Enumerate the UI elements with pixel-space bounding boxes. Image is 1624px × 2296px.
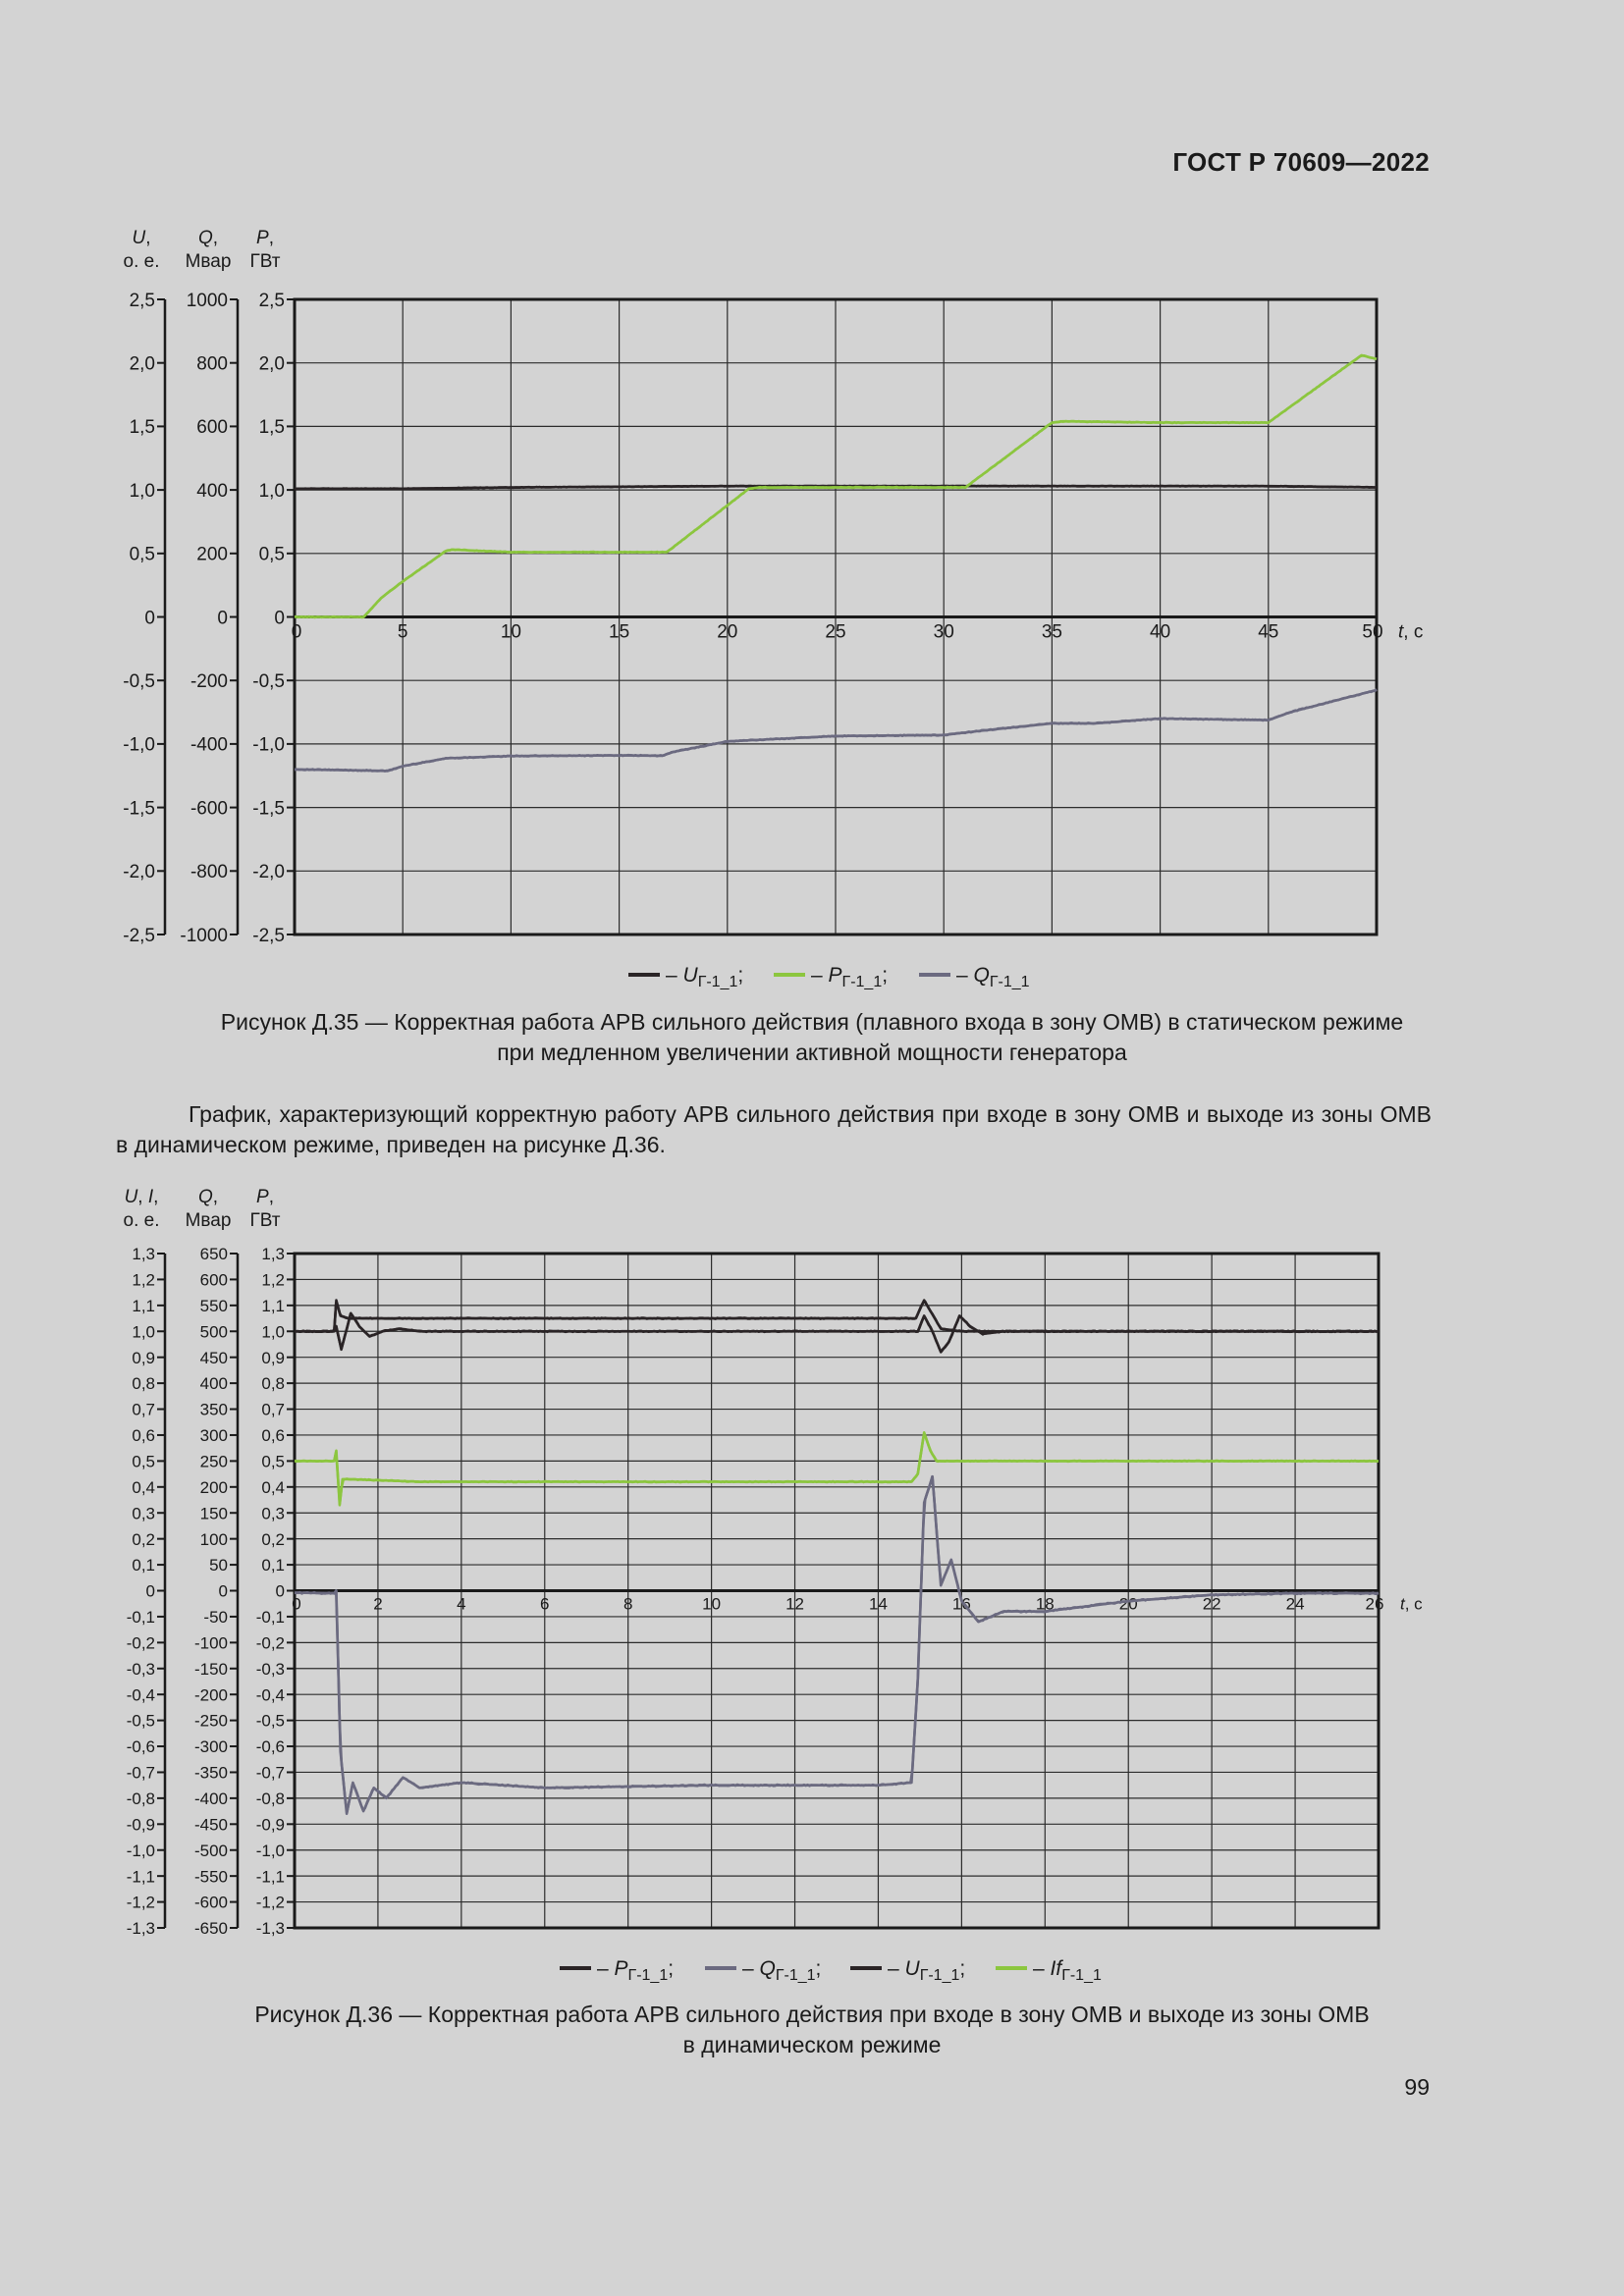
legend-label: – $P_{Г-1\_1}$; [597,1957,675,1984]
y-tick-label: 0,1 [132,1556,155,1575]
figure-d35-caption [98,1007,1526,1068]
y-tick-label: -2,5 [123,925,155,946]
y-tick-label: 0,9 [132,1348,155,1367]
y-tick-label: -1,0 [255,1841,285,1860]
y-tick-label: -0,6 [255,1737,285,1757]
y-tick-label: 0,1 [261,1556,285,1575]
y-tick-label: -400 [189,734,228,756]
x-tick-label: 0 [292,1594,301,1614]
x-tick-label: 30 [933,621,954,643]
x-tick-label: 25 [825,621,846,643]
y-tick-label: -0,4 [126,1685,155,1705]
y-tick-label: -0,9 [126,1815,155,1835]
y-tick-label: -0,3 [255,1659,285,1679]
y-tick-label: 1,2 [261,1270,285,1290]
y-tick-label: -200 [189,671,228,693]
y-tick-label: -600 [189,798,228,820]
legend-label: – $If_{Г-1\_1}$ [1033,1957,1102,1984]
legend-label: – $Q_{Г-1\_1}$ [956,964,1030,990]
y-tick-label: 0 [145,1581,155,1601]
y-axis-unit: ГВт [249,251,281,272]
page-number: 99 [1404,2074,1430,2100]
y-axis-unit: Мвар [185,251,232,272]
y-tick-label: 1000 [186,290,228,311]
y-tick-label: -1000 [180,925,228,946]
y-tick-label: 200 [196,544,228,565]
y-tick-label: -0,3 [126,1659,155,1679]
y-tick-label: 800 [196,353,228,375]
y-tick-label: 0,4 [132,1477,155,1497]
x-tick-label: 40 [1150,621,1171,643]
y-tick-label: 1,1 [132,1296,155,1315]
y-axis-title: Q, [197,1187,219,1207]
y-tick-label: -1,3 [255,1919,285,1939]
x-tick-label: 10 [500,621,521,643]
y-tick-label: -0,4 [255,1685,285,1705]
y-tick-label: 2,5 [258,290,285,311]
y-tick-label: 1,5 [258,417,285,439]
y-tick-label: 0,7 [261,1400,285,1419]
y-tick-label: 0,2 [261,1529,285,1549]
y-tick-label: -350 [193,1763,228,1783]
figure-d35-chart [0,216,1624,1001]
y-tick-label: 1,0 [258,480,285,502]
caption-line: Рисунок Д.35 — Корректная работа АРВ сильного действия (плавного входа в зону ОМВ) в статическом режиме [220,1009,1404,1035]
y-tick-label: 1,0 [129,480,155,502]
y-tick-label: 0,8 [261,1374,285,1394]
x-tick-label: 15 [609,621,630,643]
y-tick-label: 0,8 [132,1374,155,1394]
y-tick-label: -1,2 [126,1893,155,1912]
y-tick-label: 0 [275,1581,285,1601]
y-tick-label: 0,6 [132,1426,155,1446]
y-tick-label: 0,3 [261,1504,285,1523]
x-tick-label: 20 [717,621,738,643]
y-tick-label: -2,5 [252,925,285,946]
y-tick-label: 1,5 [129,417,155,439]
y-axis-unit: о. е. [123,251,160,272]
y-tick-label: 550 [199,1296,228,1315]
y-tick-label: -0,9 [255,1815,285,1835]
y-tick-label: 400 [199,1374,228,1394]
x-tick-label: 35 [1041,621,1062,643]
y-axis-1 [123,228,165,946]
y-tick-label: 0 [144,608,155,629]
legend-item-p [560,1957,674,1984]
y-tick-label: 350 [199,1400,228,1419]
y-tick-label: 0,9 [261,1348,285,1367]
y-tick-label: -0,7 [255,1763,285,1783]
y-tick-label: 0 [218,1581,228,1601]
y-tick-label: 450 [199,1348,228,1367]
y-tick-label: -0,8 [126,1789,155,1809]
y-tick-label: -200 [193,1685,228,1705]
x-tick-label: 0 [291,621,302,643]
legend-item-q [919,964,1030,990]
x-tick-label: 6 [540,1594,550,1614]
y-tick-label: -650 [193,1919,228,1939]
caption-line: в динамическом режиме [682,2032,942,2057]
y-tick-label: -0,2 [255,1633,285,1653]
y-tick-label: -550 [193,1867,228,1887]
y-tick-label: 1,3 [261,1245,285,1264]
y-tick-label: -0,2 [126,1633,155,1653]
caption-line: при медленном увеличении активной мощности генератора [497,1040,1127,1065]
y-tick-label: 2,0 [258,353,285,375]
x-tick-label: 2 [373,1594,383,1614]
document-code: ГОСТ Р 70609—2022 [1172,147,1430,177]
legend-item-u [628,964,743,990]
y-tick-label: -300 [193,1737,228,1757]
y-axis-title: U, [132,228,151,248]
y-tick-label: -1,0 [123,734,155,756]
y-tick-label: -2,0 [123,862,155,883]
caption-line: Рисунок Д.36 — Корректная работа АРВ сильного действия при входе в зону ОМВ и выходе из зоны ОМВ [254,2002,1370,2027]
y-axis-3 [249,228,295,946]
y-tick-label: 0,6 [261,1426,285,1446]
y-tick-label: -0,6 [126,1737,155,1757]
y-tick-label: -1,5 [123,798,155,820]
y-tick-label: 300 [199,1426,228,1446]
x-tick-label: 8 [623,1594,633,1614]
y-tick-label: 2,5 [129,290,155,311]
y-axis-1 [124,1187,165,1938]
y-tick-label: -450 [193,1815,228,1835]
y-tick-label: 150 [199,1504,228,1523]
x-tick-label: 45 [1258,621,1279,643]
y-tick-label: 1,2 [132,1270,155,1290]
y-tick-label: -0,7 [126,1763,155,1783]
legend-item-q [705,1957,821,1984]
legend-label: – $Q_{Г-1\_1}$; [742,1957,822,1984]
y-tick-label: -0,1 [126,1608,155,1628]
y-tick-label: 0 [217,608,228,629]
x-tick-label: 14 [869,1594,888,1614]
y-tick-label: -100 [193,1633,228,1653]
y-tick-label: -500 [193,1841,228,1860]
x-tick-label: 50 [1362,621,1383,643]
y-tick-label: 2,0 [129,353,155,375]
y-tick-label: 200 [199,1477,228,1497]
y-tick-label: -800 [189,862,228,883]
y-tick-label: 0,4 [261,1477,285,1497]
y-tick-label: -2,0 [252,862,285,883]
y-tick-label: -0,5 [255,1711,285,1731]
y-axis-title: P, [256,1187,274,1207]
legend [560,1957,1102,1984]
y-tick-label: 1,0 [132,1322,155,1342]
y-tick-label: 0,5 [258,544,285,565]
y-tick-label: 0,7 [132,1400,155,1419]
x-tick-label: 26 [1365,1594,1384,1614]
y-tick-label: -1,2 [255,1893,285,1912]
y-tick-label: -0,5 [123,671,155,693]
y-tick-label: -1,1 [126,1867,155,1887]
legend-item-p [774,964,888,990]
figure-d36-chart [0,1178,1624,1993]
y-tick-label: -50 [203,1608,228,1628]
figure-d36-caption [98,2000,1526,2060]
y-tick-label: 1,0 [261,1322,285,1342]
y-tick-label: -400 [193,1789,228,1809]
x-tick-label: 22 [1202,1594,1221,1614]
legend [628,964,1030,990]
y-axis-2 [186,1187,238,1938]
y-tick-label: -250 [193,1711,228,1731]
y-tick-label: -0,1 [255,1608,285,1628]
y-tick-label: 650 [199,1245,228,1264]
x-tick-label: 4 [457,1594,466,1614]
y-tick-label: 1,1 [261,1296,285,1315]
y-tick-label: 500 [199,1322,228,1342]
x-tick-label: 5 [397,621,408,643]
y-axis-unit: Мвар [185,1210,232,1231]
y-tick-label: 0,5 [129,544,155,565]
y-tick-label: -1,5 [252,798,285,820]
y-tick-label: 600 [196,417,228,439]
y-tick-label: 1,3 [132,1245,155,1264]
legend-item-if [996,1957,1102,1984]
y-axis-title: U, I, [124,1187,159,1207]
x-axis-title: t, с [1398,621,1424,643]
y-axis-2 [180,228,238,946]
y-tick-label: -1,0 [126,1841,155,1860]
y-tick-label: 600 [199,1270,228,1290]
x-tick-label: 18 [1035,1594,1055,1614]
y-tick-label: -0,5 [252,671,285,693]
y-tick-label: 250 [199,1452,228,1471]
y-tick-label: 0 [274,608,285,629]
y-tick-label: 0,5 [261,1452,285,1471]
y-axis-3 [249,1187,295,1938]
body-paragraph: График, характеризующий корректную работу АРВ сильного действия при входе в зону ОМВ и выходе из зоны ОМВ в динамическом режиме, приведен на рисунке Д.36. [116,1101,1432,1157]
x-tick-label: 16 [951,1594,971,1614]
x-tick-label: 24 [1285,1594,1305,1614]
y-axis-title: Q, [197,228,219,248]
y-tick-label: -1,0 [252,734,285,756]
x-tick-label: 20 [1118,1594,1138,1614]
y-tick-label: 0,3 [132,1504,155,1523]
y-tick-label: -1,1 [255,1867,285,1887]
x-tick-label: 10 [702,1594,722,1614]
y-tick-label: 400 [196,480,228,502]
y-tick-label: 50 [209,1556,228,1575]
y-tick-label: -1,3 [126,1919,155,1939]
x-axis-title: t, с [1400,1594,1423,1614]
y-axis-unit: ГВт [249,1210,281,1231]
legend-label: – $U_{Г-1\_1}$; [888,1957,966,1984]
y-tick-label: -600 [193,1893,228,1912]
y-tick-label: 100 [199,1529,228,1549]
y-tick-label: 0,5 [132,1452,155,1471]
legend-label: – $U_{Г-1\_1}$; [666,964,744,990]
x-tick-label: 12 [785,1594,804,1614]
legend-label: – $P_{Г-1\_1}$; [811,964,889,990]
y-tick-label: 0,2 [132,1529,155,1549]
y-axis-unit: о. е. [123,1210,160,1231]
y-tick-label: -0,5 [126,1711,155,1731]
y-tick-label: -150 [193,1659,228,1679]
y-tick-label: -0,8 [255,1789,285,1809]
legend-item-u [850,1957,965,1984]
y-axis-title: P, [256,228,274,248]
